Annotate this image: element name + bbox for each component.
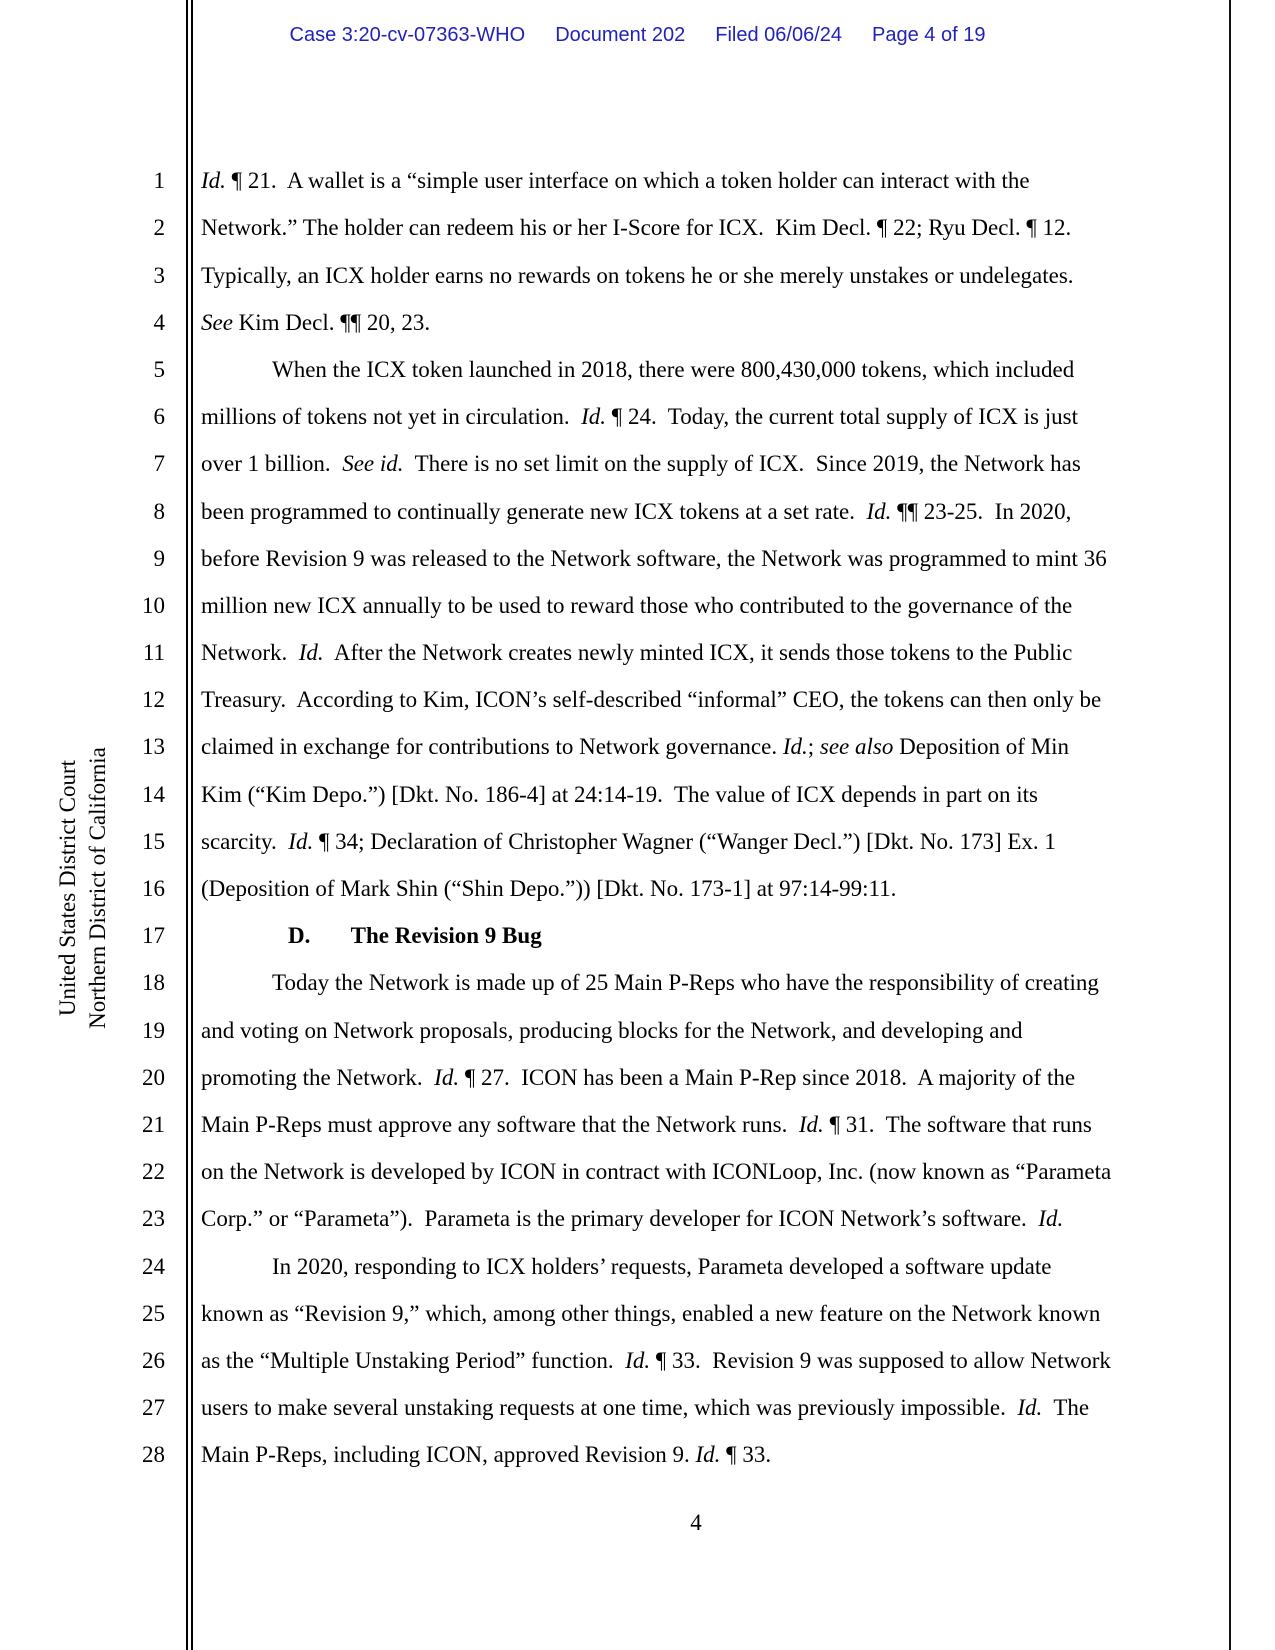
line-text: before Revision 9 was released to the Network software, the Network was programmed to mint 36 bbox=[201, 545, 1107, 571]
document-line bbox=[0, 619, 1275, 666]
line-number: 2 bbox=[153, 215, 165, 241]
court-name-line2: Northern District of California bbox=[85, 747, 110, 1029]
line-number: 25 bbox=[142, 1300, 165, 1326]
line-text: Today the Network is made up of 25 Main P-Reps who have the responsibility of creating bbox=[272, 970, 1099, 996]
case-number: Case 3:20-cv-07363-WHO bbox=[289, 24, 526, 46]
line-text: Kim (“Kim Depo.”) [Dkt. No. 186-4] at 24:14-19. The value of ICX depends in part on its bbox=[201, 781, 1038, 807]
line-number: 26 bbox=[142, 1347, 165, 1373]
document-body bbox=[0, 147, 1275, 1468]
line-number: 17 bbox=[142, 923, 165, 949]
document-line bbox=[0, 430, 1275, 477]
document-line bbox=[0, 1185, 1275, 1232]
line-text: users to make several unstaking requests at one time, which was previously impossible. Id. The bbox=[201, 1395, 1090, 1421]
document-line bbox=[0, 1138, 1275, 1185]
line-number: 11 bbox=[142, 640, 165, 666]
page-number: 4 bbox=[690, 1510, 702, 1535]
line-text: claimed in exchange for contributions to Network governance. Id.; see also Deposition of Min bbox=[201, 734, 1070, 760]
section-heading: D. The Revision 9 Bug bbox=[288, 923, 542, 949]
line-text: million new ICX annually to be used to reward those who contributed to the governance of the bbox=[201, 592, 1073, 618]
line-number: 14 bbox=[142, 781, 165, 807]
document-line bbox=[0, 1374, 1275, 1421]
document-number: Document 202 bbox=[555, 24, 686, 46]
document-line bbox=[0, 1091, 1275, 1138]
line-number: 23 bbox=[142, 1206, 165, 1232]
line-text: over 1 billion. See id. There is no set limit on the supply of ICX. Since 2019, the Network has bbox=[201, 451, 1081, 477]
document-line bbox=[0, 1421, 1275, 1468]
line-number: 22 bbox=[142, 1159, 165, 1185]
document-line bbox=[0, 289, 1275, 336]
document-line bbox=[0, 336, 1275, 383]
line-text: Typically, an ICX holder earns no rewards on tokens he or she merely unstakes or undelegates. bbox=[201, 262, 1074, 288]
document-line bbox=[0, 147, 1275, 194]
line-number: 9 bbox=[153, 545, 165, 571]
line-text: When the ICX token launched in 2018, there were 800,430,000 tokens, which included bbox=[272, 356, 1075, 382]
line-number: 10 bbox=[142, 592, 165, 618]
line-number: 7 bbox=[153, 451, 165, 477]
line-text: promoting the Network. Id. ¶ 27. ICON has been a Main P-Rep since 2018. A majority of the bbox=[201, 1064, 1076, 1090]
document-line bbox=[0, 525, 1275, 572]
court-name-line1: United States District Court bbox=[55, 759, 80, 1017]
document-line bbox=[0, 241, 1275, 288]
line-text: Network. Id. After the Network creates newly minted ICX, it sends those tokens to the Public bbox=[201, 640, 1073, 666]
line-number: 28 bbox=[142, 1442, 165, 1468]
line-text: and voting on Network proposals, producing blocks for the Network, and developing and bbox=[201, 1017, 1023, 1043]
line-text: (Deposition of Mark Shin (“Shin Depo.”)) [Dkt. No. 173-1] at 97:14-99:11. bbox=[201, 876, 897, 901]
line-number: 4 bbox=[153, 309, 165, 335]
line-number: 15 bbox=[142, 828, 165, 854]
document-line bbox=[0, 855, 1275, 902]
document-line bbox=[0, 194, 1275, 241]
line-text: Treasury. According to Kim, ICON’s self-described “informal” CEO, the tokens can then only be bbox=[201, 687, 1102, 713]
line-text: as the “Multiple Unstaking Period” function. Id. ¶ 33. Revision 9 was supposed to allow Network bbox=[201, 1347, 1111, 1373]
line-number: 3 bbox=[153, 262, 165, 288]
filed-date: Filed 06/06/24 bbox=[715, 24, 843, 46]
line-number: 16 bbox=[142, 876, 165, 901]
line-number: 21 bbox=[142, 1111, 165, 1137]
line-number: 1 bbox=[153, 168, 165, 194]
line-number: 19 bbox=[142, 1017, 165, 1043]
document-line bbox=[0, 1232, 1275, 1279]
line-number: 18 bbox=[142, 970, 165, 996]
line-number: 27 bbox=[142, 1395, 165, 1421]
line-text: millions of tokens not yet in circulation. Id. ¶ 24. Today, the current total supply of ICX is just bbox=[201, 404, 1078, 430]
line-text: Main P-Reps, including ICON, approved Revision 9. Id. ¶ 33. bbox=[201, 1442, 772, 1468]
document-line bbox=[0, 666, 1275, 713]
document-line bbox=[0, 808, 1275, 855]
document-line bbox=[0, 760, 1275, 807]
line-text: Id. ¶ 21. A wallet is a “simple user interface on which a token holder can interact with the bbox=[201, 168, 1030, 194]
line-number: 24 bbox=[142, 1253, 165, 1279]
line-number: 20 bbox=[142, 1064, 165, 1090]
line-text: Main P-Reps must approve any software that the Network runs. Id. ¶ 31. The software that runs bbox=[201, 1111, 1092, 1137]
document-line bbox=[0, 1327, 1275, 1374]
document-line bbox=[0, 996, 1275, 1043]
document-line bbox=[0, 383, 1275, 430]
document-line bbox=[0, 1044, 1275, 1091]
line-text: been programmed to continually generate new ICX tokens at a set rate. Id. ¶¶ 23-25. In 2020, bbox=[201, 498, 1072, 524]
document-line bbox=[0, 477, 1275, 524]
document-line bbox=[0, 902, 1275, 949]
line-number: 5 bbox=[153, 356, 165, 382]
line-text: See Kim Decl. ¶¶ 20, 23. bbox=[201, 309, 431, 335]
document-line bbox=[0, 1280, 1275, 1327]
line-text: scarcity. Id. ¶ 34; Declaration of Christopher Wagner (“Wanger Decl.”) [Dkt. No. 173] Ex. 1 bbox=[201, 828, 1056, 854]
line-text: known as “Revision 9,” which, among other things, enabled a new feature on the Network known bbox=[201, 1300, 1101, 1326]
line-text: Corp.” or “Parameta”). Parameta is the primary developer for ICON Network’s software. Id. bbox=[201, 1206, 1064, 1232]
line-number: 12 bbox=[142, 687, 165, 713]
line-number: 8 bbox=[153, 498, 165, 524]
document-line bbox=[0, 572, 1275, 619]
page-indicator: Page 4 of 19 bbox=[872, 24, 986, 46]
document-line bbox=[0, 713, 1275, 760]
line-text: In 2020, responding to ICX holders’ requests, Parameta developed a software update bbox=[272, 1253, 1052, 1279]
line-number: 6 bbox=[153, 404, 165, 430]
line-text: on the Network is developed by ICON in contract with ICONLoop, Inc. (now known as “Parameta bbox=[201, 1159, 1112, 1185]
line-number: 13 bbox=[142, 734, 165, 760]
document-line bbox=[0, 949, 1275, 996]
line-text: Network.” The holder can redeem his or her I-Score for ICX. Kim Decl. ¶ 22; Ryu Decl. ¶ 12. bbox=[201, 215, 1072, 241]
